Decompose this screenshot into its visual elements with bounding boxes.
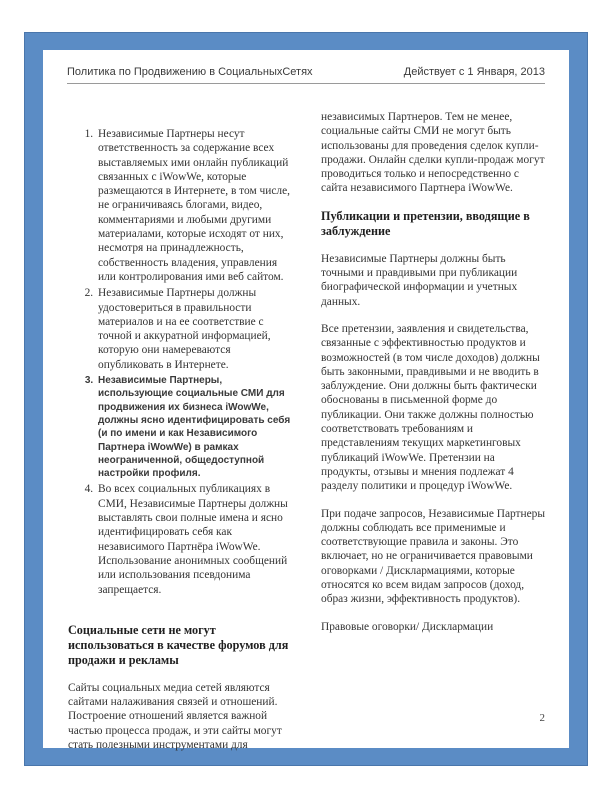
header-title: Политика по Продвижению в СоциальныхСетях [67, 66, 313, 78]
paragraph: Правовые оговорки/ Дисклармации [321, 620, 494, 633]
right-column [321, 110, 547, 634]
left-column [68, 127, 294, 752]
paragraph: При подаче запросов, Независимые Партнеры должны соблюдать все применимые и соответствующие правила и законы. Это включает, но не ограничивается правовыми оговорками / Дисклармациями, которые относятся ко всем видам запросов (доход, образ жизни, эффективность продуктов). [321, 507, 546, 606]
list-item: 3. Независимые Партнеры, использующие социальные СМИ для продвижения их бизнеса iWowWe, должны ясно идентифицировать себя (и по имени и как Независимого Партнера iWowWe) в рамках неограниченной, общедоступной настройки профиля. [96, 374, 294, 480]
section-heading-claims: Публикации и претензии, вводящие в заблуждение [321, 208, 530, 238]
list-item: 1. Независимые Партнеры несут ответственность за содержание всех выставляемых ими онлайн публикаций связанных с iWowWe, которые размещаются в Интернете, в том числе, не ограничиваясь блогами, видео, комментариями и любыми другими материалами, которые исходят от них, несмотря на принадлежность, собственность владения, управления или контролирования ими веб сайтом. [96, 127, 294, 284]
section-heading-forums: Социальные сети не могут использоваться в качестве форумов для продажи и рекламы [68, 622, 289, 667]
paragraph: независимых Партнеров. Тем не менее, социальные сайты СМИ не могут быть использованы для проведения сделок купли-продажи. Онлайн сделки купли-продаж могут проводиться только и непосредственно с сайта независимого Партнера iWowWe. [321, 111, 545, 195]
paragraph: Независимые Партнеры должны быть точными и правдивыми при публикации биографической информации и учетных данных. [321, 252, 518, 308]
page-header [67, 66, 545, 84]
header-effective-date: Действует с 1 Января, 2013 [403, 66, 545, 78]
list-item: 2. Независимые Партнеры должны удостовериться в правильности материалов и на ее соответствие с точной и аккуратной информацией, которую они намереваются опубликовать в Интернете. [96, 286, 294, 372]
list-item: 4. Во всех социальных публикациях в СМИ, Независимые Партнеры должны выставлять свои полные имена и ясно идентифицировать себя как независимого Партнёра iWowWe. Использование анонимных сообщений или использования псевдонима запрещается. [96, 482, 294, 596]
paragraph: Сайты социальных медиа сетей являются сайтами налаживания связей и отношений. Построение отношений является важной частью процесса продаж, и эти сайты могут стать полезными инструментами для [68, 681, 282, 751]
policy-list [68, 127, 294, 597]
page-number: 2 [539, 712, 545, 724]
paragraph: Все претензии, заявления и свидетельства, связанные с эффективностью продуктов и возможностей (в том числе доходов) должны быть законными, правдивыми и не вводить в заблуждение. Они должны быть фактически обоснованы в письменной форме до публикации. Они также должны полностью соответствовать требованиям и представлениям текущих маркетинговых публикаций iWowWe. Претензии на продукты, отзывы и мнения подлежат 4 разделу политики и процедур iWowWe. [321, 322, 540, 493]
page [43, 50, 569, 751]
